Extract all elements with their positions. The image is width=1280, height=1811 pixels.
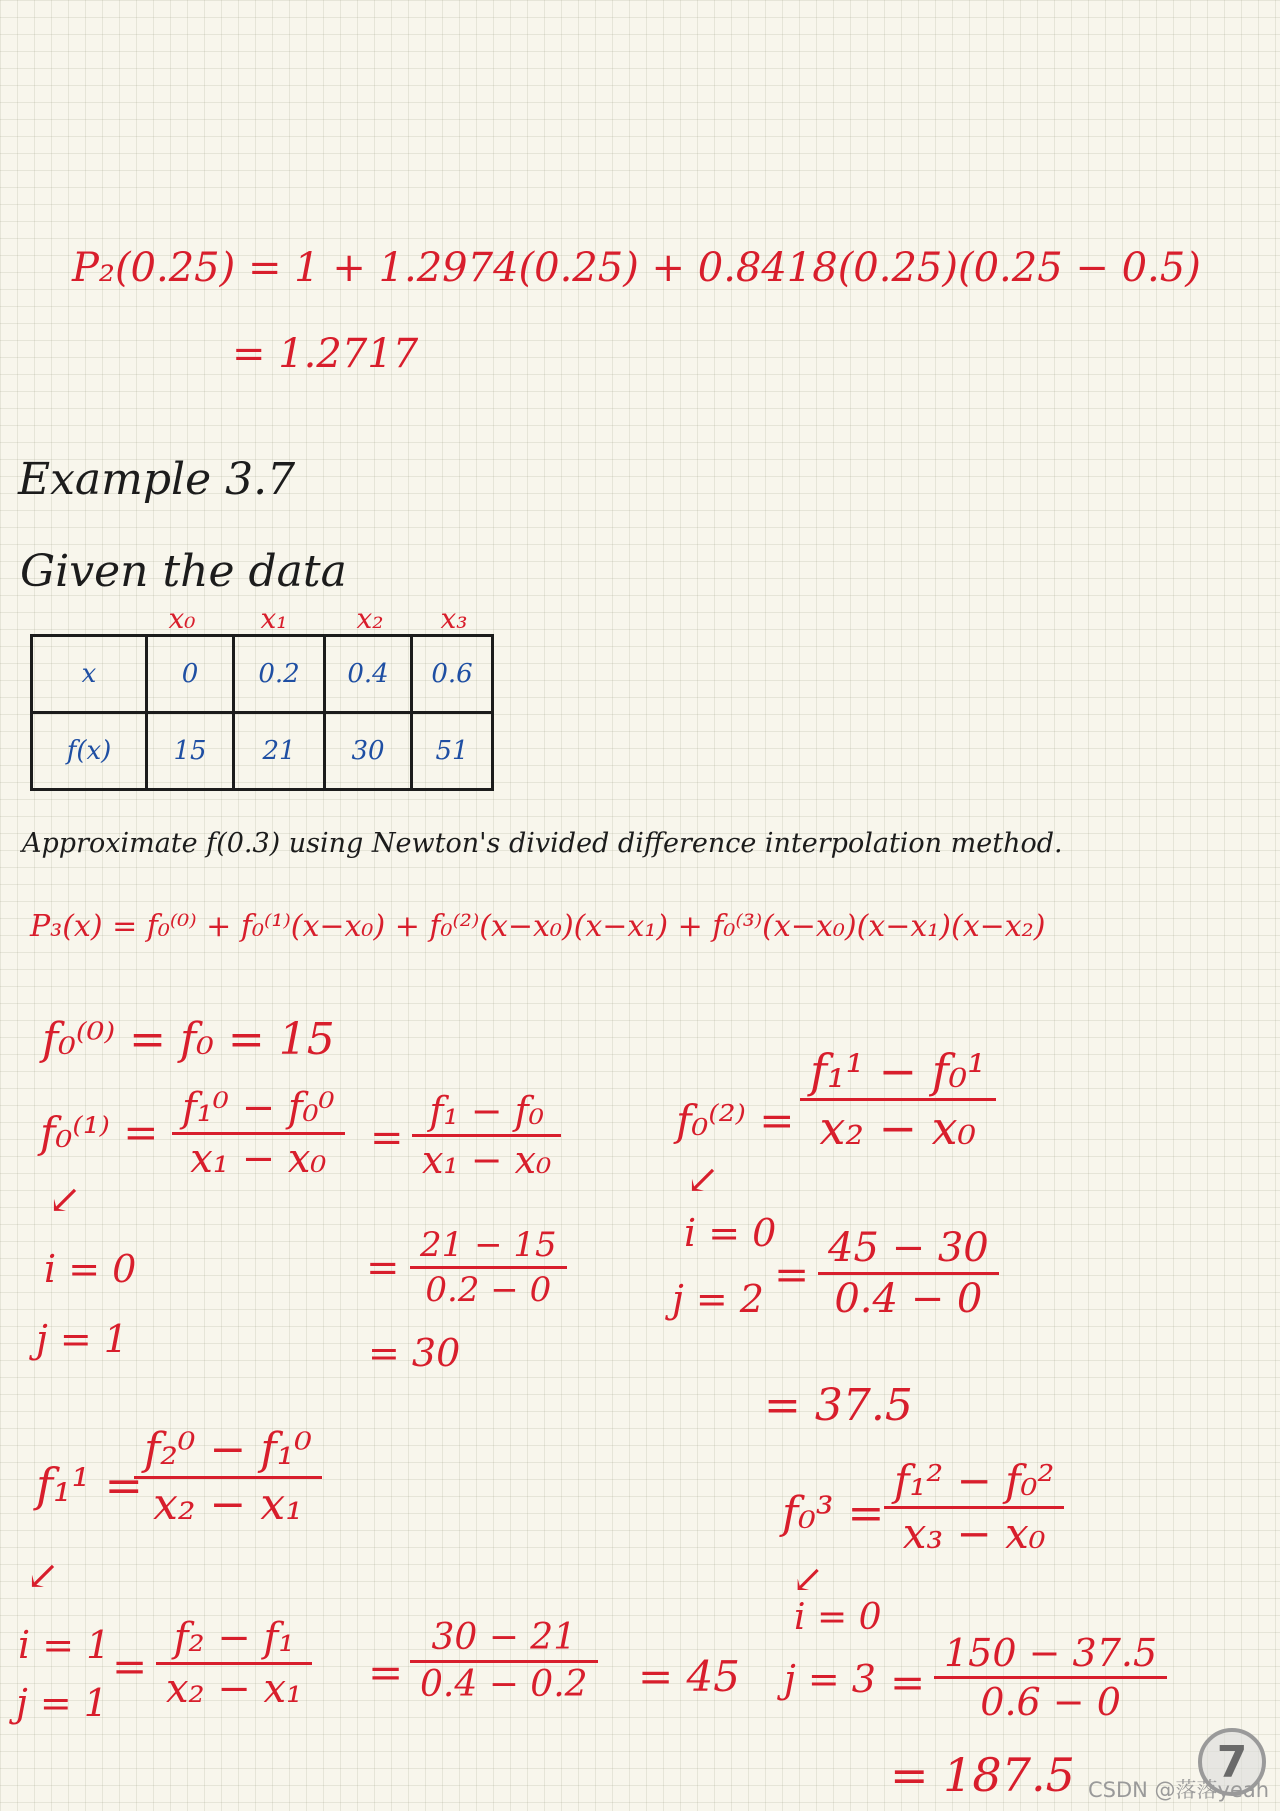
step-f0-1-fraction bbox=[172, 1085, 345, 1182]
table-cell: 0.2 bbox=[234, 636, 325, 713]
equals-sign: = bbox=[366, 1245, 400, 1291]
step-f1-1-fraction bbox=[134, 1424, 322, 1530]
step-f0-0: f₀⁽⁰⁾ = f₀ = 15 bbox=[42, 1014, 335, 1065]
fraction-denominator: x₁ − x₀ bbox=[190, 1136, 327, 1182]
arrow-icon: ↙ bbox=[48, 1177, 82, 1223]
fraction-denominator: x₂ − x₁ bbox=[153, 1479, 303, 1530]
newton-formula: P₃(x) = f₀⁽⁰⁾ + f₀⁽¹⁾(x−x₀) + f₀⁽²⁾(x−x₀)(x−x₁) + f₀⁽³⁾(x−x₀)(x−x₁)(x−x₂) bbox=[30, 909, 1046, 944]
fraction-bar bbox=[818, 1272, 999, 1275]
p2-result-line: = 1.2717 bbox=[232, 331, 419, 377]
fraction-numerator: 30 − 21 bbox=[431, 1617, 577, 1658]
table-cell: 0.6 bbox=[412, 636, 493, 713]
index-i: i = 0 bbox=[684, 1211, 777, 1255]
step-f0-2-lhs: f₀⁽²⁾ = bbox=[676, 1096, 795, 1145]
table-row-label: x bbox=[32, 636, 147, 713]
fraction-bar bbox=[410, 1266, 567, 1269]
col-head-x0: x₀ bbox=[168, 602, 196, 635]
fraction-numerator: 45 − 30 bbox=[828, 1225, 989, 1271]
table-row bbox=[32, 636, 493, 713]
col-head-x3: x₃ bbox=[440, 602, 468, 635]
example-title: Example 3.7 bbox=[18, 454, 296, 505]
equals-sign: = bbox=[370, 1115, 404, 1161]
fraction-numerator: f₂⁰ − f₁⁰ bbox=[144, 1424, 312, 1475]
fraction-denominator: 0.2 − 0 bbox=[425, 1270, 552, 1310]
table-cell: 0.4 bbox=[325, 636, 412, 713]
step-f0-3-fraction-2 bbox=[934, 1631, 1167, 1724]
watermark-text: CSDN @落落yeah bbox=[1088, 1778, 1270, 1802]
table-cell: 21 bbox=[234, 713, 325, 790]
fraction-bar bbox=[156, 1662, 312, 1665]
index-i: i = 1 bbox=[18, 1623, 111, 1667]
fraction-numerator: f₁⁰ − f₀⁰ bbox=[182, 1085, 335, 1131]
p2-evaluation-line: P₂(0.25) = 1 + 1.2974(0.25) + 0.8418(0.25)(0.25 − 0.5) bbox=[72, 245, 1201, 291]
step-f0-2-fraction-2 bbox=[818, 1225, 999, 1322]
index-i: i = 0 bbox=[44, 1247, 137, 1291]
fraction-denominator: x₃ − x₀ bbox=[902, 1509, 1046, 1558]
index-j: j = 2 bbox=[672, 1277, 764, 1321]
step-f0-1-fraction-3 bbox=[410, 1225, 567, 1310]
fraction-bar bbox=[172, 1132, 345, 1135]
col-head-x2: x₂ bbox=[356, 602, 384, 635]
index-j: j = 1 bbox=[36, 1317, 128, 1361]
equals-sign: = bbox=[774, 1250, 810, 1299]
equals-sign: = bbox=[890, 1658, 926, 1707]
step-f0-2-fraction bbox=[800, 1044, 996, 1155]
table-cell: 30 bbox=[325, 713, 412, 790]
fraction-numerator: f₁¹ − f₀¹ bbox=[810, 1044, 986, 1098]
fraction-denominator: 0.4 − 0 bbox=[834, 1276, 983, 1322]
fraction-numerator: f₁ − f₀ bbox=[429, 1089, 544, 1133]
step-f0-1-result: = 30 bbox=[368, 1331, 461, 1375]
table-row bbox=[32, 713, 493, 790]
table-cell: 0 bbox=[147, 636, 234, 713]
step-f0-1-lhs: f₀⁽¹⁾ = bbox=[40, 1108, 159, 1157]
fraction-denominator: 0.6 − 0 bbox=[980, 1680, 1121, 1724]
equals-sign: = bbox=[368, 1648, 404, 1697]
fraction-numerator: 21 − 15 bbox=[420, 1225, 557, 1265]
task-statement: Approximate f(0.3) using Newton's divided difference interpolation method. bbox=[22, 828, 1063, 859]
index-j: j = 3 bbox=[784, 1657, 876, 1701]
step-f1-1-result: = 45 bbox=[638, 1652, 740, 1701]
fraction-bar bbox=[934, 1676, 1167, 1679]
step-f0-3-lhs: f₀³ = bbox=[782, 1488, 885, 1539]
fraction-numerator: f₁² − f₀² bbox=[894, 1456, 1055, 1505]
fraction-bar bbox=[412, 1134, 561, 1137]
arrow-icon: ↙ bbox=[26, 1553, 60, 1599]
index-j: j = 1 bbox=[16, 1681, 108, 1725]
data-table bbox=[30, 634, 494, 791]
csdn-logo-icon: 7 bbox=[1198, 1728, 1266, 1796]
fraction-denominator: 0.4 − 0.2 bbox=[420, 1664, 588, 1705]
col-head-x1: x₁ bbox=[260, 602, 288, 635]
given-text: Given the data bbox=[20, 546, 347, 597]
step-f1-1-fraction-2 bbox=[156, 1615, 312, 1712]
step-f1-1-fraction-3 bbox=[410, 1617, 598, 1705]
fraction-denominator: x₂ − x₀ bbox=[819, 1101, 977, 1155]
step-f0-1-fraction-2 bbox=[412, 1089, 561, 1182]
step-f0-3-result: = 187.5 bbox=[890, 1748, 1075, 1802]
index-i: i = 0 bbox=[794, 1597, 882, 1638]
arrow-icon: ↙ bbox=[686, 1157, 720, 1203]
fraction-bar bbox=[410, 1660, 598, 1663]
table-cell: 15 bbox=[147, 713, 234, 790]
fraction-numerator: f₂ − f₁ bbox=[173, 1615, 295, 1661]
fraction-denominator: x₂ − x₁ bbox=[166, 1666, 303, 1712]
table-row-label: f(x) bbox=[32, 713, 147, 790]
equals-sign: = bbox=[112, 1642, 148, 1691]
fraction-denominator: x₁ − x₀ bbox=[422, 1138, 552, 1182]
step-f0-2-result: = 37.5 bbox=[764, 1380, 913, 1431]
fraction-numerator: 150 − 37.5 bbox=[944, 1631, 1158, 1675]
step-f1-1-lhs: f₁¹ = bbox=[36, 1458, 144, 1512]
arrow-icon: ↙ bbox=[792, 1557, 824, 1601]
step-f0-3-fraction bbox=[884, 1456, 1064, 1558]
table-cell: 51 bbox=[412, 713, 493, 790]
